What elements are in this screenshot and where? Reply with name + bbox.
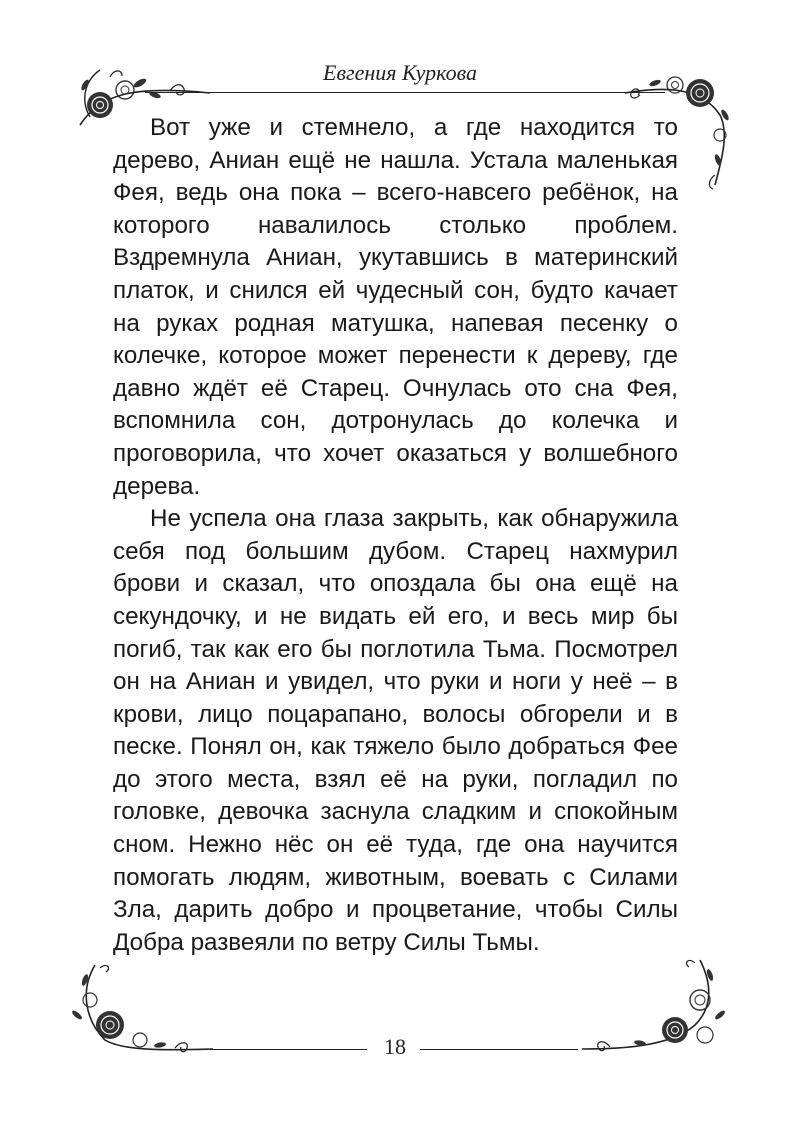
paragraph: Вот уже и стемнело, а где находится то дерево, Аниан ещё не нашла. Устала маленькая Фея, ведь она пока – всего-навсего ребёнок, на которого навалилось столько проблем. Вздремнула Аниан, укутавшись в материнский платок, и снился ей чудесный сон, будто качает на руках родная матушка, напевая песенку о колечке, которое может перенести к дереву, где давно ждёт её Старец. Очнулась ото сна Фея, вспомнила сон, дотронулась до колечка и проговорила, что хочет оказаться у волшебного дерева. — [113, 114, 678, 500]
page-body-text — [113, 112, 678, 959]
rose-vine-ornament-icon — [580, 955, 730, 1065]
footer-rule-right — [420, 1049, 578, 1050]
paragraph: Не успела она глаза закрыть, как обнаружила себя под большим дубом. Старец нахмурил брови и сказал, что опоздала бы она ещё на секундочку, и не видать ей его, и весь мир бы погиб, так как его бы поглотила Тьма. Посмотрел он на Аниан и увидел, что руки и ноги у неё – в крови, лицо поцарапано, волосы обгорели и в песке. Понял он, как тяжело было добраться Фее до этого места, взял её на руки, погладил по головке, девочка заснула сладким и спокойным сном. Нежно нёс он её туда, где она научится помогать людям, животным, воевать с Силами Зла, дарить добро и процветание, чтобы Силы Добра развеяли по ветру Силы Тьмы. — [113, 505, 678, 956]
running-header-author: Евгения Куркова — [323, 60, 477, 85]
header-rule — [145, 92, 665, 93]
page-number: 18 — [384, 1034, 406, 1059]
footer-rule-left — [210, 1049, 367, 1050]
rose-vine-ornament-icon — [65, 960, 215, 1065]
